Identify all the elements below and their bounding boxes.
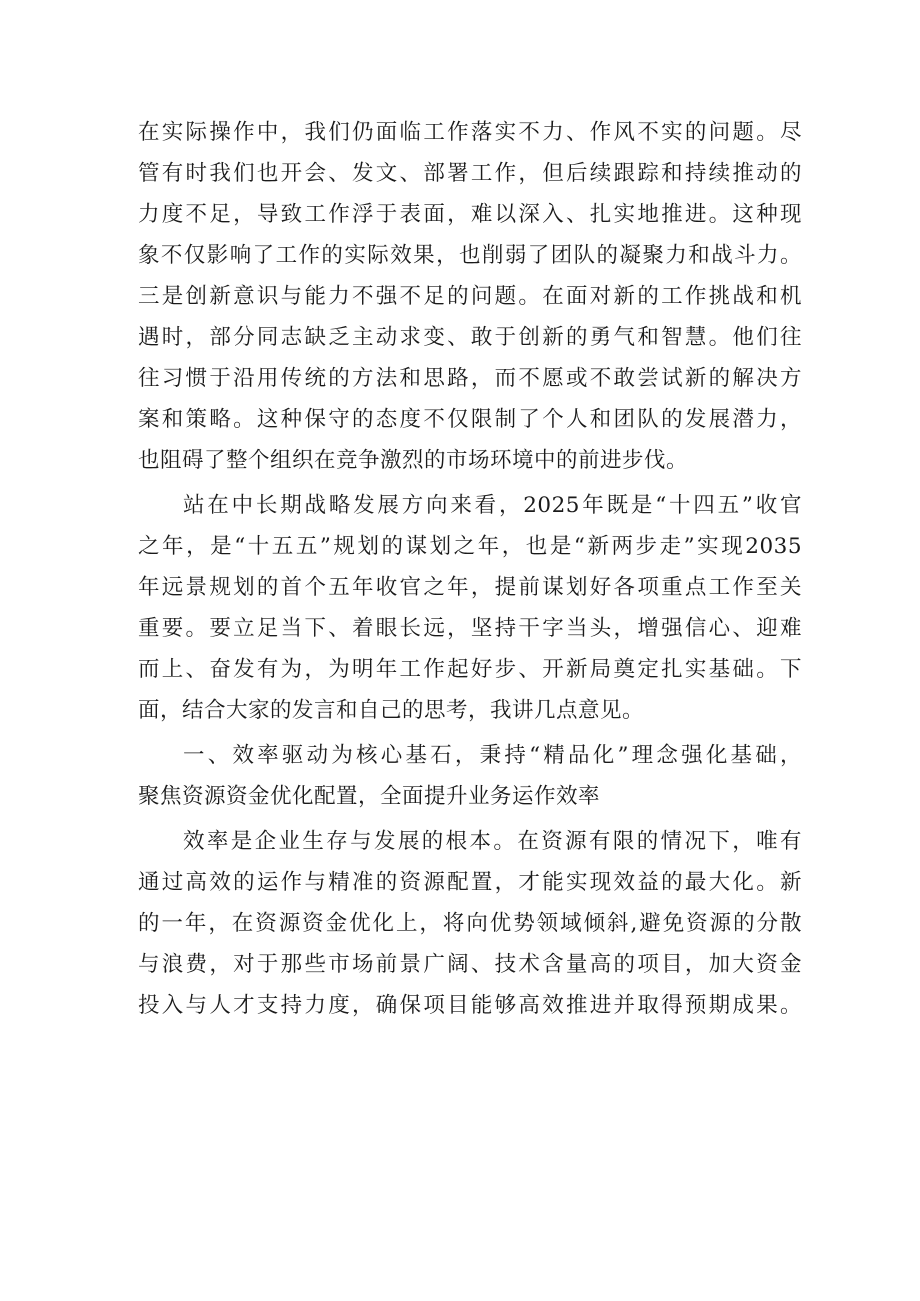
text-line: 之年，是“十五五”规划的谋划之年，也是“新两步走”实现2035 (138, 534, 802, 559)
text-line: 面，结合大家的发言和自己的思考，我讲几点意见。 (138, 698, 645, 723)
text-line: 而上、奋发有为，为明年工作起好步、开新局奠定扎实基础。下 (138, 657, 802, 682)
text-line: 管有时我们也开会、发文、部署工作，但后续跟踪和持续推动的 (138, 161, 802, 186)
text-line: 往习惯于沿用传统的方法和思路，而不愿或不敢尝试新的解决方 (138, 366, 802, 391)
document-body (138, 112, 802, 1026)
paragraph-continuation (138, 112, 802, 481)
text-line: 年远景规划的首个五年收官之年，提前谋划好各项重点工作至关 (138, 575, 802, 600)
text-line: 在实际操作中，我们仍面临工作落实不力、作风不实的问题。尽 (138, 120, 802, 145)
text-line: 力度不足，导致工作浮于表面，难以深入、扎实地推进。这种现 (138, 202, 802, 227)
text-line: 与浪费，对于那些市场前景广阔、技术含量高的项目，加大资金 (138, 952, 802, 977)
heading-line: 聚焦资源资金优化配置，全面提升业务运作效率 (138, 784, 601, 809)
text-line: 象不仅影响了工作的实际效果，也削弱了团队的凝聚力和战斗力。 (138, 243, 802, 268)
text-line: 通过高效的运作与精准的资源配置，才能实现效益的最大化。新 (138, 870, 802, 895)
text-line: 遇时，部分同志缺乏主动求变、敢于创新的勇气和智慧。他们往 (138, 325, 802, 350)
text-line: 三是创新意识与能力不强不足的问题。在面对新的工作挑战和机 (138, 284, 802, 309)
text-line: 效率是企业生存与发展的根本。在资源有限的情况下，唯有 (183, 829, 802, 854)
heading-line: 一、效率驱动为核心基石，秉持“精品化”理念强化基础， (183, 743, 802, 768)
text-line: 也阻碍了整个组织在竞争激烈的市场环境中的前进步伐。 (138, 448, 689, 473)
paragraph-efficiency (138, 821, 802, 1026)
text-line: 重要。要立足当下、着眼长远，坚持干字当头，增强信心、迎难 (138, 616, 802, 641)
paragraph-strategy (138, 485, 802, 731)
text-line: 站在中长期战略发展方向来看，2025年既是“十四五”收官 (183, 493, 802, 518)
text-line: 投入与人才支持力度，确保项目能够高效推进并取得预期成果。 (138, 993, 802, 1018)
text-line: 案和策略。这种保守的态度不仅限制了个人和团队的发展潜力， (138, 407, 802, 432)
section-heading (138, 735, 802, 817)
text-line: 的一年，在资源资金优化上，将向优势领域倾斜,避免资源的分散 (138, 911, 802, 936)
